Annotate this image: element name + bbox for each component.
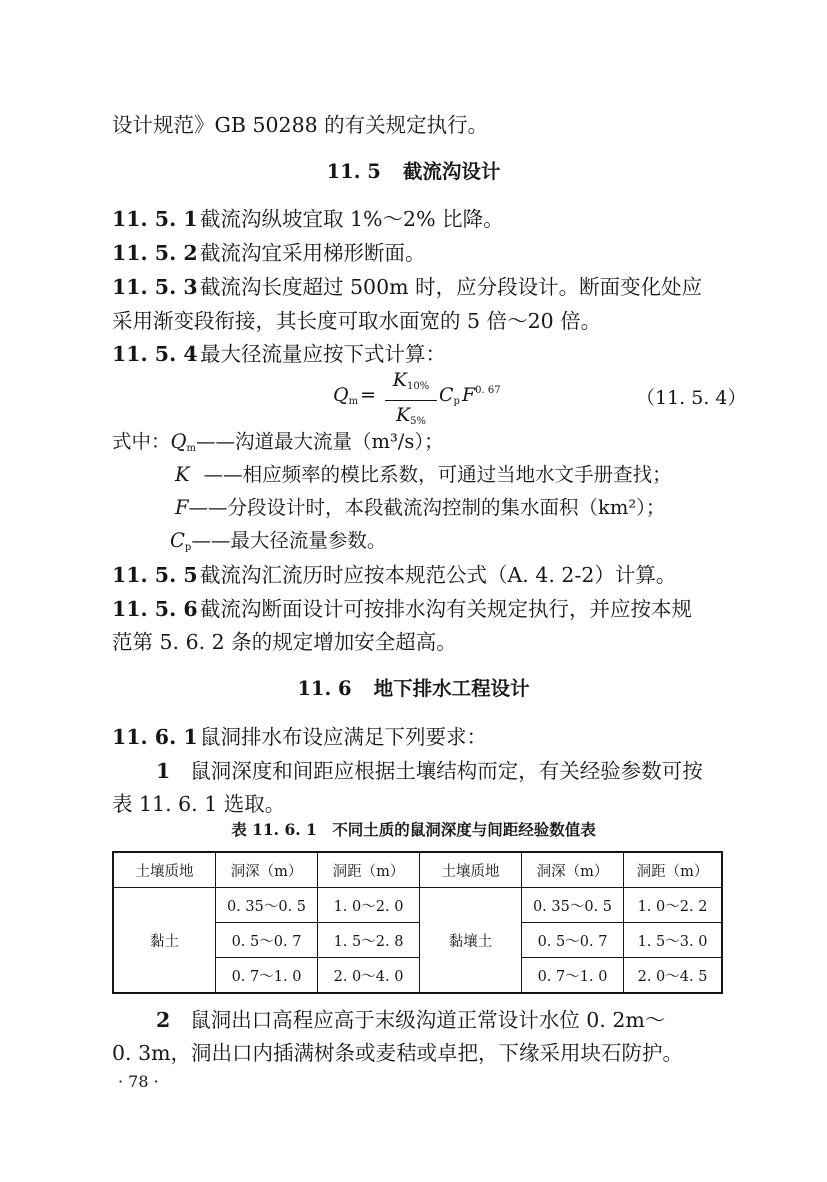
clause-text: 截流沟宜采用梯形断面。 [200, 241, 426, 265]
table-cell: 1. 0～2. 0 [318, 888, 420, 923]
table-cell: 0. 35～0. 5 [522, 888, 624, 923]
clause-11-5-6 [112, 595, 692, 623]
item-number: 2 [156, 1008, 171, 1032]
definition-prefix: 式中： [112, 430, 171, 453]
item-number: 1 [156, 759, 171, 783]
definition-c: $C_p——$最大径流量参数。 [170, 529, 387, 553]
table-cell: 0. 7～1. 0 [522, 958, 624, 994]
table-cell: 0. 5～0. 7 [216, 923, 318, 958]
table-cell: 1. 0～2. 2 [624, 888, 723, 923]
table-header-cell: 洞距（m） [318, 852, 420, 888]
section-heading-number: 11. 6 [297, 677, 352, 700]
definition-f: F——分段设计时，本段截流沟控制的集水面积（km²）； [175, 496, 666, 519]
table-caption: 表 11. 6. 1 不同土质的鼠洞深度与间距经验数值表 [231, 820, 596, 839]
clause-number: 11. 6. 1 [112, 725, 198, 749]
section-heading-11-6 [0, 675, 827, 703]
table-header-row [113, 852, 722, 888]
intro-line: 设计规范》GB 50288 的有关规定执行。 [112, 113, 489, 137]
table-cell: 2. 0～4. 5 [624, 958, 723, 994]
table-header-cell: 土壤质地 [420, 852, 522, 888]
clause-11-5-1 [112, 205, 504, 233]
definition-q: 式中：$Q_m——$沟道最大流量（m³/s）； [112, 430, 444, 454]
fraction-bar [385, 400, 437, 401]
clause-text: 截流沟汇流历时应按本规范公式（A. 4. 2-2）计算。 [200, 563, 677, 587]
clause-11-6-1 [112, 723, 487, 751]
table-header-cell: 洞距（m） [624, 852, 723, 888]
formula-numerator: $K_{10\%}$ [392, 369, 430, 392]
formula-lhs: $Q_m$ = [333, 384, 376, 407]
table-soil-cell: 黏土 [113, 888, 216, 994]
clause-number: 11. 5. 6 [112, 597, 198, 621]
item-2 [156, 1006, 665, 1034]
item-1-cont: 表 11. 6. 1 选取。 [112, 792, 286, 816]
clause-text: 截流沟断面设计可按排水沟有关规定执行，并应按本规 [200, 597, 692, 621]
clause-11-5-6-cont: 范第 5. 6. 2 条的规定增加安全超高。 [112, 630, 457, 654]
formula-rhs: $C_p$ $F^{0. 67}$ [439, 384, 501, 407]
clause-11-5-3 [112, 273, 702, 301]
item-text: 鼠洞出口高程应高于末级沟道正常设计水位 0. 2m～ [190, 1008, 666, 1032]
clause-number: 11. 5. 3 [112, 275, 198, 299]
formula-denominator: $K_{5\%}$ [395, 404, 427, 428]
clause-text: 截流沟纵坡宜取 1%～2% 比降。 [200, 207, 504, 231]
section-heading-title: 截流沟设计 [402, 160, 501, 183]
item-2-cont: 0. 3m，洞出口内插满树条或麦秸或卓把，下缘采用块石防护。 [112, 1041, 684, 1065]
page-number: · 78 · [118, 1072, 159, 1091]
data-table [112, 851, 723, 994]
table-cell: 1. 5～3. 0 [624, 923, 723, 958]
clause-number: 11. 5. 5 [112, 563, 198, 587]
clause-text: 鼠洞排水布设应满足下列要求： [200, 725, 487, 749]
table-cell: 0. 7～1. 0 [216, 958, 318, 994]
section-heading-number: 11. 5 [326, 160, 381, 183]
clause-11-5-5 [112, 561, 676, 589]
table-soil-cell: 黏壤土 [420, 888, 522, 994]
section-heading-11-5 [0, 158, 827, 186]
table-header-cell: 洞深（m） [216, 852, 318, 888]
formula-fraction [385, 368, 437, 434]
table-cell: 0. 35～0. 5 [216, 888, 318, 923]
definition-k: K ——相应频率的模比系数，可通过当地水文手册查找； [175, 463, 672, 486]
clause-11-5-3-cont: 采用渐变段衔接，其长度可取水面宽的 5 倍～20 倍。 [112, 309, 602, 333]
table-row [113, 888, 722, 923]
section-heading-title: 地下排水工程设计 [373, 677, 530, 700]
table-header-cell: 土壤质地 [113, 852, 216, 888]
clause-11-5-4 [112, 340, 446, 368]
clause-text: 截流沟长度超过 500m 时，应分段设计。断面变化处应 [200, 275, 703, 299]
table-header-cell: 洞深（m） [522, 852, 624, 888]
clause-number: 11. 5. 4 [112, 342, 198, 366]
table-cell: 2. 0～4. 0 [318, 958, 420, 994]
clause-11-5-2 [112, 239, 426, 267]
item-text: 鼠洞深度和间距应根据土壤结构而定，有关经验参数可按 [190, 759, 703, 783]
clause-number: 11. 5. 1 [112, 207, 198, 231]
clause-text: 最大径流量应按下式计算： [200, 342, 446, 366]
table-cell: 0. 5～0. 7 [522, 923, 624, 958]
clause-number: 11. 5. 2 [112, 241, 198, 265]
table-cell: 1. 5～2. 8 [318, 923, 420, 958]
equation-number: （11. 5. 4） [636, 387, 747, 409]
item-1 [156, 757, 703, 785]
